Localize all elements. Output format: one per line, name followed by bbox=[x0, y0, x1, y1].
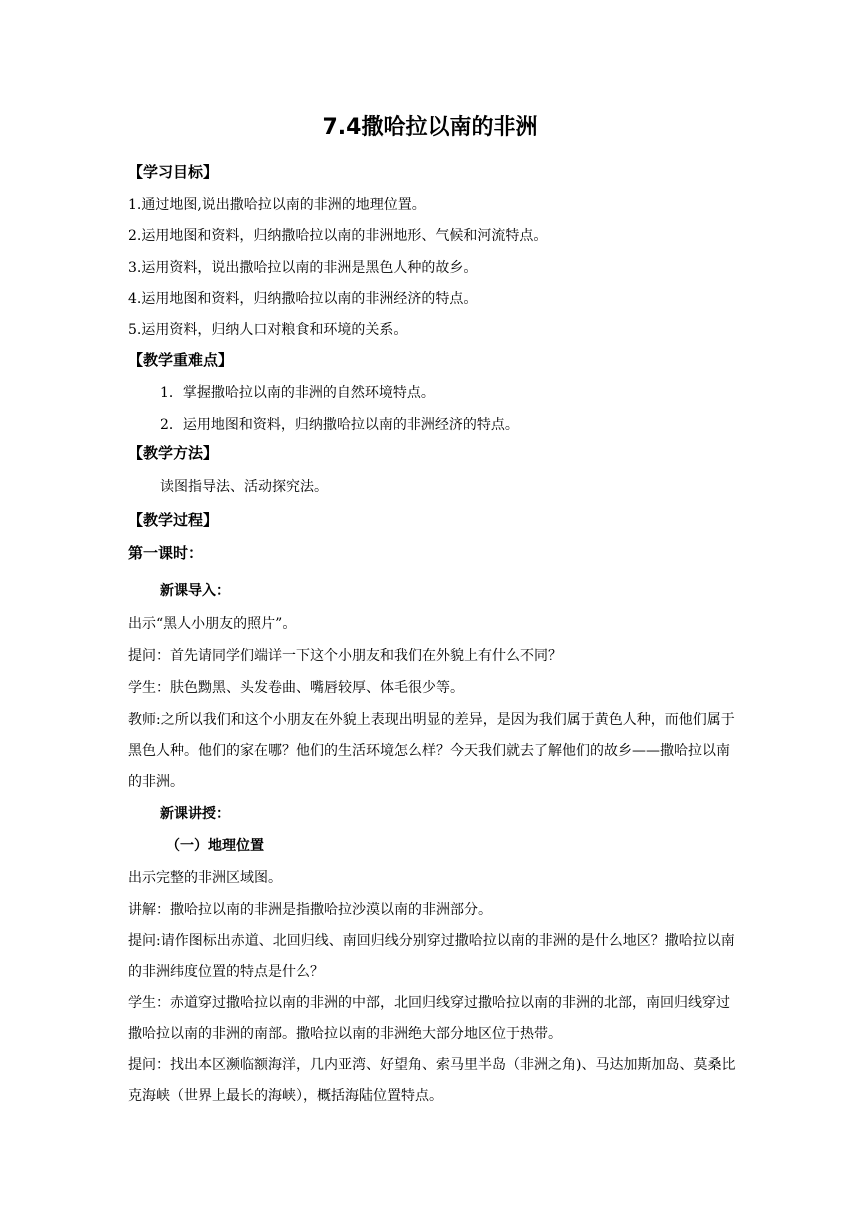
intro-heading: 新课导入： bbox=[160, 583, 230, 599]
section-explain-text: 讲解：撒哈拉以南的非洲是指撒哈拉沙漠以南的非洲部分。 bbox=[128, 902, 492, 918]
lecture-heading: 新课讲授： bbox=[160, 806, 230, 822]
section-one-heading: （一）地理位置 bbox=[166, 838, 264, 854]
intro-show-text: 出示“黑人小朋友的照片”。 bbox=[128, 616, 297, 632]
intro-teacher-text: 教师:之所以我们和这个小朋友在外貌上表现出明显的差异，是因为我们属于黄色人种，而他们属于黑色人种。他们的家在哪？他们的生活环境怎么样？今天我们就去了解他们的故乡——撒哈拉以南的非洲。 bbox=[128, 712, 735, 790]
goal-item: 5.运用资料，归纳人口对粮食和环境的关系。 bbox=[128, 322, 408, 338]
page-title: 7.4撒哈拉以南的非洲 bbox=[322, 115, 538, 140]
key-points-heading: 【教学重难点】 bbox=[128, 351, 234, 369]
goals-heading: 【学习目标】 bbox=[128, 163, 219, 181]
key-point-item: 1．掌握撒哈拉以南的非洲的自然环境特点。 bbox=[160, 385, 435, 401]
intro-student-text: 学生：肤色黝黑、头发卷曲、嘴唇较厚、体毛很少等。 bbox=[128, 680, 464, 696]
goal-item: 2.运用地图和资料，归纳撒哈拉以南的非洲地形、气候和河流特点。 bbox=[128, 228, 548, 244]
section-question-text: 提问:请作图标出赤道、北回归线、南回归线分别穿过撒哈拉以南的非洲的是什么地区？撒哈拉以南的非洲纬度位置的特点是什么？ bbox=[128, 933, 735, 980]
process-heading: 【教学过程】 bbox=[128, 511, 219, 529]
section-question-text: 提问：找出本区濒临额海洋，几内亚湾、好望角、索马里半岛（非洲之角)、马达加斯加岛、莫桑比克海峡（世界上最长的海峡），概括海陆位置特点。 bbox=[128, 1057, 736, 1104]
goal-item: 4.运用地图和资料，归纳撒哈拉以南的非洲经济的特点。 bbox=[128, 291, 478, 307]
goal-item: 1.通过地图,说出撒哈拉以南的非洲的地理位置。 bbox=[128, 197, 426, 213]
section-student-text: 学生：赤道穿过撒哈拉以南的非洲的中部，北回归线穿过撒哈拉以南的非洲的北部，南回归线穿过撒哈拉以南的非洲的南部。撒哈拉以南的非洲绝大部分地区位于热带。 bbox=[128, 995, 730, 1042]
key-point-item: 2．运用地图和资料，归纳撒哈拉以南的非洲经济的特点。 bbox=[160, 417, 519, 433]
section-show-text: 出示完整的非洲区域图。 bbox=[128, 870, 282, 886]
goal-item: 3.运用资料，说出撒哈拉以南的非洲是黑色人种的故乡。 bbox=[128, 260, 478, 276]
intro-question-text: 提问：首先请同学们端详一下这个小朋友和我们在外貌上有什么不同？ bbox=[128, 648, 562, 664]
lesson-one-label: 第一课时： bbox=[128, 544, 204, 562]
methods-heading: 【教学方法】 bbox=[128, 444, 219, 462]
methods-text: 读图指导法、活动探究法。 bbox=[160, 479, 328, 495]
